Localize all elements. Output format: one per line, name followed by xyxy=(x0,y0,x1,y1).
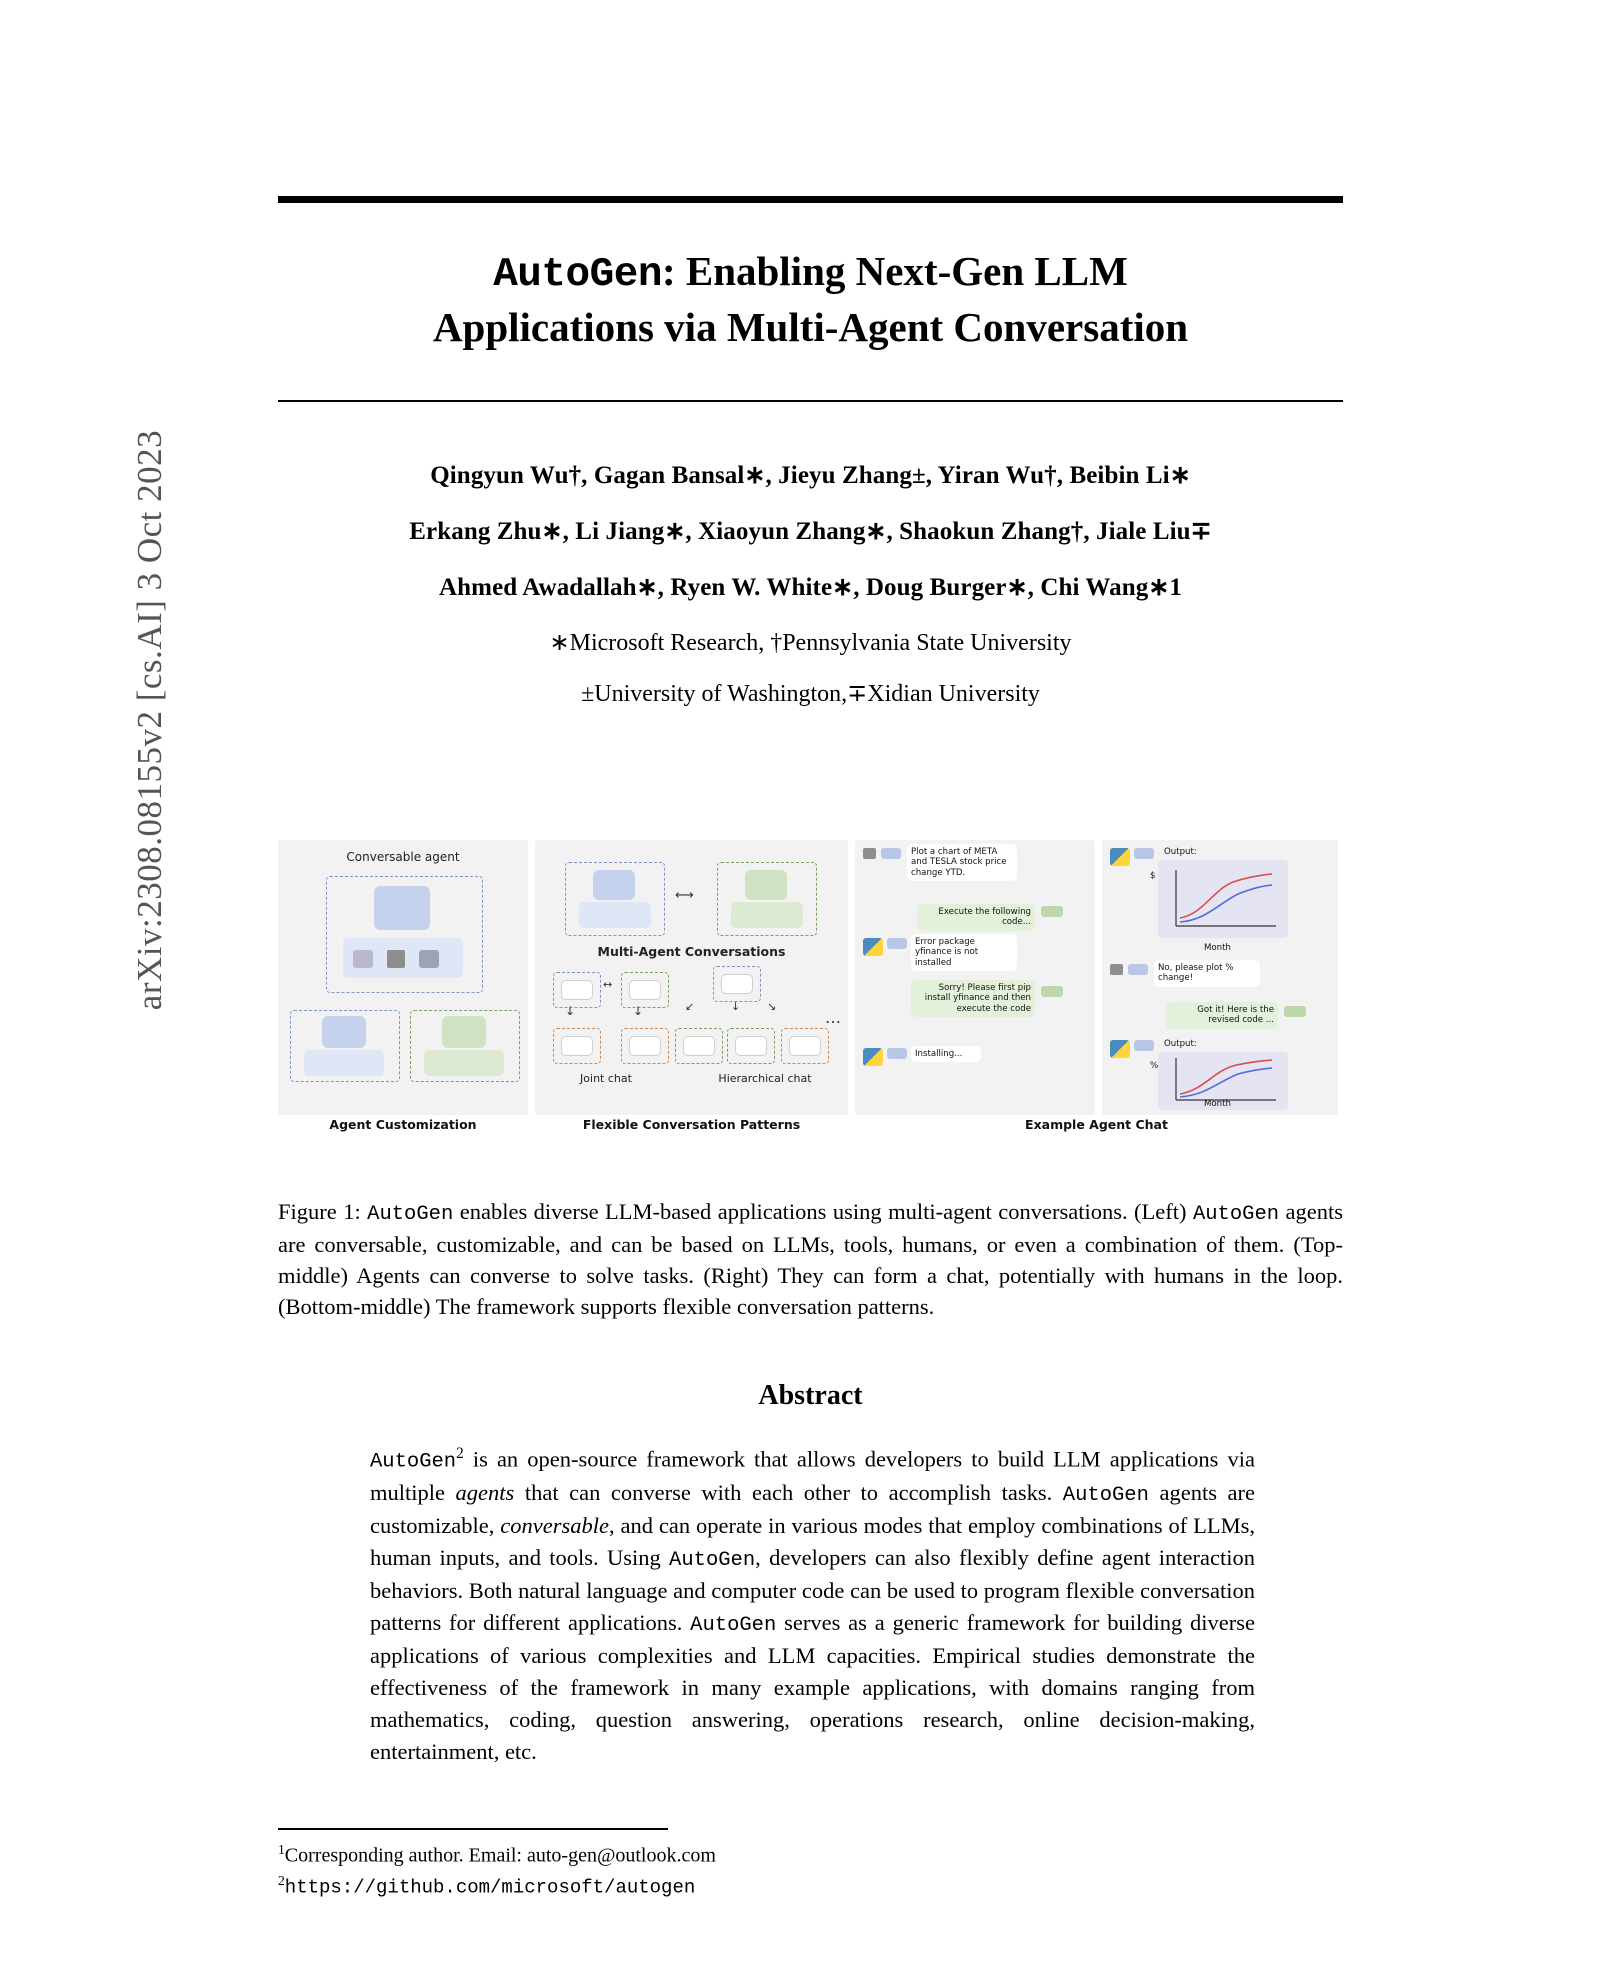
figure-caption-mono-1: AutoGen xyxy=(367,1203,454,1226)
abstract-footnote-marker: 2 xyxy=(456,1445,464,1462)
figure-panels xyxy=(278,840,1343,1115)
abstract-text-6: serves as a generic framework for building diverse applications of various complexities and LLM capacities. Empirical studies demonstrate the effectiveness of the framework in many example applications, with domains ranging from mathematics, coding, question answering, operations research, online decision-making, entertainment, etc. xyxy=(370,1609,1255,1764)
figure-subcaptions xyxy=(278,1117,1343,1145)
title-rule-bottom xyxy=(278,400,1343,402)
author-block xyxy=(278,460,1343,730)
abstract-body xyxy=(370,1443,1255,1768)
panel-example-chat-right xyxy=(1102,840,1338,1115)
chat-output-label-1: Output: xyxy=(1164,847,1197,857)
joint-node-c-chip xyxy=(561,1036,593,1056)
chat-message-3: Error package yfinance is not installed xyxy=(911,934,1017,971)
abstract-text-1: is an open-source framework that allows developers to build LLM applications via multiple xyxy=(370,1446,1255,1505)
caption-agent-customization: Agent Customization xyxy=(329,1117,477,1132)
chat-message-5: Installing... xyxy=(911,1046,981,1062)
joint-arrow-1: ↔ xyxy=(603,978,613,991)
hier-arrow-right: ↘ xyxy=(767,1000,777,1013)
agent-icon-chat-1 xyxy=(881,848,901,859)
abstract-text-4: , and can operate in various modes that employ combinations of LLMs, human inputs, and tools. Using xyxy=(370,1512,1255,1570)
abstract-em-1: agents xyxy=(455,1479,515,1505)
panel1-title: Conversable agent xyxy=(346,850,460,864)
chat-message-4: Sorry! Please first pip install yfinance and then execute the code xyxy=(911,980,1035,1017)
agent-icon-chat-9 xyxy=(1134,1040,1154,1051)
title-rule-top xyxy=(278,196,1343,203)
affiliation-line-2: ±University of Washington,∓Xidian University xyxy=(581,681,1040,707)
author-line-1: Qingyun Wu†, Gagan Bansal∗, Jieyu Zhang±, Yiran Wu†, Beibin Li∗ xyxy=(430,462,1191,489)
python-icon-3 xyxy=(1110,848,1130,866)
title-line2: Applications via Multi-Agent Conversation xyxy=(432,304,1189,351)
agent-variant-chip-blue xyxy=(304,1050,384,1076)
stock-price-plot-1 xyxy=(1158,860,1288,938)
page-title xyxy=(278,245,1343,354)
agent-capability-chip xyxy=(343,938,463,978)
hierarchical-chat-label: Hierarchical chat xyxy=(718,1072,812,1085)
human-icon-chat xyxy=(863,848,876,859)
agent-icon-chat-5 xyxy=(887,1048,907,1059)
footnote-1 xyxy=(278,1840,1278,1871)
python-icon-2 xyxy=(863,1048,883,1066)
title-rest: : Enabling Next-Gen LLM xyxy=(661,248,1128,294)
chat-message-8: Got it! Here is the revised code ... xyxy=(1166,1002,1278,1029)
author-line-2: Erkang Zhu∗, Li Jiang∗, Xiaoyun Zhang∗, Shaokun Zhang†, Jiale Liu∓ xyxy=(409,518,1212,545)
tools-icon xyxy=(419,950,439,968)
abstract-heading: Abstract xyxy=(758,1380,863,1411)
caption-example-agent-chat: Example Agent Chat xyxy=(1025,1117,1168,1132)
agent-icon-chat-4 xyxy=(1041,986,1063,997)
plot-y-axis-label-1: $ xyxy=(1150,871,1156,881)
hier-arrow-mid: ↓ xyxy=(731,1000,741,1013)
human-icon xyxy=(387,950,405,968)
figure-caption-text-1: enables diverse LLM-based applications using multi-agent conversations. (Left) xyxy=(453,1199,1193,1224)
agent-icon-chat-6 xyxy=(1134,848,1154,859)
abstract-mono-1: AutoGen xyxy=(370,1450,457,1474)
panel2-title: Multi-Agent Conversations xyxy=(597,944,786,959)
panel-agent-customization xyxy=(278,840,528,1115)
joint-node-d-chip xyxy=(629,1036,661,1056)
hier-child-a-chip xyxy=(683,1036,715,1056)
plot-y-axis-label-2: % xyxy=(1150,1061,1159,1071)
paper-page xyxy=(278,0,1343,1967)
hier-child-b-chip xyxy=(735,1036,767,1056)
title-mono: AutoGen xyxy=(493,252,662,298)
panel-example-chat-left xyxy=(855,840,1095,1115)
abstract-em-2: conversable xyxy=(500,1512,609,1538)
abstract-text-3: agents are customizable, xyxy=(370,1479,1255,1538)
joint-chat-label: Joint chat xyxy=(580,1072,632,1085)
footnotes xyxy=(278,1840,1278,1902)
arxiv-stamp: arXiv:2308.08155v2 [cs.AI] 3 Oct 2023 xyxy=(130,429,169,1011)
figure-caption-text-2: agents are conversable, customizable, and can be based on LLMs, tools, humans, or even a combination of them. (Top-middle) Agents can converse to solve tasks. (Right) They can form a chat, potentially with humans in the loop. (Bottom-middle) The framework supports flexible conversation patterns. xyxy=(278,1199,1344,1320)
abstract-text-2: that can converse with each other to accomplish tasks. xyxy=(514,1479,1063,1505)
conv-robot-right xyxy=(745,870,787,900)
robot-icon xyxy=(374,886,430,930)
agent-icon-chat-3 xyxy=(887,938,907,949)
double-arrow-icon: ⟷ xyxy=(675,888,694,903)
agent-icon-chat-2 xyxy=(1041,906,1063,917)
hier-root-chip xyxy=(721,974,753,994)
robot-icon-small-green xyxy=(442,1016,486,1048)
joint-arrow-3: ↓ xyxy=(633,1004,644,1018)
conv-robot-left xyxy=(593,870,635,900)
author-line-3: Ahmed Awadallah∗, Ryen W. White∗, Doug Burger∗, Chi Wang∗1 xyxy=(439,574,1182,601)
footnote-separator xyxy=(278,1828,668,1830)
ellipsis-icon: … xyxy=(825,1008,843,1027)
chat-message-2: Execute the following code... xyxy=(917,904,1035,931)
python-icon-4 xyxy=(1110,1040,1130,1058)
footnote-2-url[interactable]: https://github.com/microsoft/autogen xyxy=(284,1876,696,1899)
abstract-text-5: , developers can also flexibly define agent interaction behaviors. Both natural language and computer code can be used to program flexible conversation patterns for different applications. xyxy=(370,1544,1256,1635)
conv-chip-right xyxy=(731,902,803,928)
figure-caption xyxy=(278,1196,1343,1322)
agent-variant-chip-green xyxy=(424,1050,504,1076)
agent-icon-chat-7 xyxy=(1128,964,1148,975)
llm-icon xyxy=(353,950,373,968)
joint-node-b-chip xyxy=(629,980,661,1000)
joint-arrow-2: ↓ xyxy=(565,1004,576,1018)
figure-caption-mono-2: AutoGen xyxy=(1192,1203,1280,1226)
caption-flexible-patterns: Flexible Conversation Patterns xyxy=(582,1117,801,1132)
affiliation-line-1: ∗Microsoft Research, †Pennsylvania State University xyxy=(549,630,1072,656)
python-icon-1 xyxy=(863,938,883,956)
abstract-mono-3: AutoGen xyxy=(669,1548,756,1572)
abstract-mono-2: AutoGen xyxy=(1062,1483,1149,1507)
chat-output-label-2: Output: xyxy=(1164,1039,1197,1049)
human-icon-chat-2 xyxy=(1110,964,1123,975)
panel-conversation-patterns xyxy=(535,840,848,1115)
footnote-2 xyxy=(278,1871,1278,1902)
joint-node-a-chip xyxy=(561,980,593,1000)
footnote-1-text: Corresponding author. Email: auto-gen@outlook.com xyxy=(284,1844,716,1867)
figure-1 xyxy=(278,840,1343,1148)
hier-arrow-left: ↙ xyxy=(685,1000,695,1013)
chat-message-7: No, please plot % change! xyxy=(1154,960,1260,987)
robot-icon-small-blue xyxy=(322,1016,366,1048)
agent-icon-chat-8 xyxy=(1284,1006,1306,1017)
footnote-2-marker: 2 xyxy=(278,1872,285,1888)
abstract-mono-4: AutoGen xyxy=(690,1613,777,1637)
footnote-1-marker: 1 xyxy=(278,1842,285,1857)
chat-message-1: Plot a chart of META and TESLA stock price change YTD. xyxy=(907,844,1017,881)
hier-child-c-chip xyxy=(789,1036,821,1056)
plot-x-axis-label-2: Month xyxy=(1204,1099,1231,1109)
plot-x-axis-label-1: Month xyxy=(1204,943,1231,953)
conv-chip-left xyxy=(579,902,651,928)
plot-svg-1 xyxy=(1158,860,1288,938)
figure-caption-label: Figure 1: xyxy=(278,1199,361,1224)
